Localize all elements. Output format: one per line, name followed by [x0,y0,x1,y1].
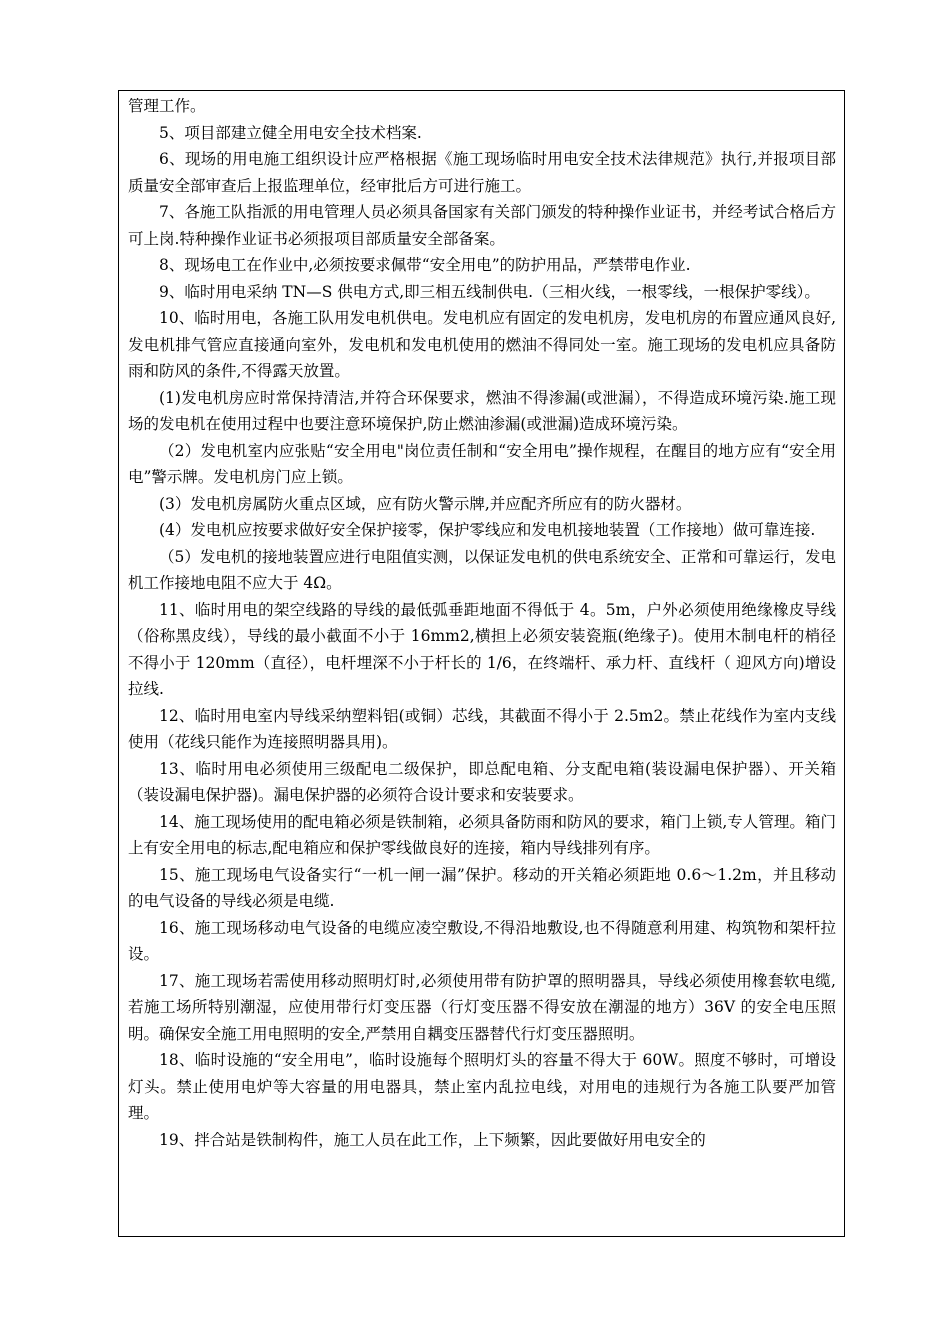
paragraph-subitem-3: (3）发电机房属防火重点区域，应有防火警示牌,并应配齐所应有的防火器材。 [159,494,692,513]
document-frame [118,90,845,1237]
paragraph-subitem-5: （5）发电机的接地装置应进行电阻值实测，以保证发电机的供电系统安全、正常和可靠运行，发电机工作接地电阻不应大于 4Ω。 [128,547,836,592]
paragraph-item-14: 14、施工现场使用的配电箱必须是铁制箱，必须具备防雨和防风的要求，箱门上锁,专人管理。箱门上有安全用电的标志,配电箱应和保护零线做良好的连接，箱内导线排列有序。 [128,812,836,857]
paragraph-item-12: 12、临时用电室内导线采纳塑料铝(或铜）芯线，其截面不得小于 2.5m2。禁止花线作为室内支线使用（花线只能作为连接照明器具用)。 [128,706,836,751]
paragraph-subitem-2: （2）发电机室内应张贴“安全用电"岗位责任制和“安全用电”操作规程，在醒目的地方应有“安全用电”警示牌。发电机房门应上锁。 [128,441,836,486]
paragraph-item-8: 8、现场电工在作业中,必须按要求佩带“安全用电”的防护用品，严禁带电作业. [159,256,691,274]
paragraph-item-16: 16、施工现场移动电气设备的电缆应凌空敷设,不得沿地敷设,也不得随意利用建、构筑物和架杆拉设。 [128,918,836,963]
paragraph-item-10: 10、临时用电，各施工队用发电机供电。发电机应有固定的发电机房，发电机房的布置应通风良好,发电机排气管应直接通向室外，发电机和发电机使用的燃油不得同处一室。施工现场的发电机应具备防雨和防风的条件,不得露天放置。 [128,309,836,380]
paragraph-subitem-4: (4）发电机应按要求做好安全保护接零，保护零线应和发电机接地装置（工作接地）做可靠连接. [159,521,816,539]
paragraph-item-5: 5、项目部建立健全用电安全技术档案. [159,123,422,142]
paragraph-continuation: 管理工作。 [128,97,206,115]
paragraph-item-17: 17、施工现场若需使用移动照明灯时,必须使用带有防护罩的照明器具，导线必须使用橡套软电缆,若施工场所特别潮湿，应使用带行灯变压器（行灯变压器不得安放在潮湿的地方）36V 的安全电压照明。确保安全施工用电照明的安全,严禁用自耦变压器替代行灯变压器照明。 [128,971,836,1043]
paragraph-item-9: 9、临时用电采纳 TN—S 供电方式,即三相五线制供电.（三相火线，一根零线，一根保护零线）。 [159,282,820,301]
paragraph-item-11: 11、临时用电的架空线路的导线的最低弧垂距地面不得低于 4。5m，户外必须使用绝缘橡皮导线（俗称黑皮线），导线的最小截面不小于 16mm2,横担上必须安装瓷瓶(绝缘子)。使用木制电杆的梢径不得小于 120mm（直径），电杆埋深不小于杆长的 1/6，在终端杆、承力杆、直线杆（ 迎风方向)增设拉线. [128,600,836,698]
paragraph-item-15: 15、施工现场电气设备实行“一机一闸一漏”保护。移动的开关箱必须距地 0.6～1.2m，并且移动的电气设备的导线必须是电缆. [128,865,836,910]
paragraph-item-18: 18、临时设施的“安全用电”，临时设施每个照明灯头的容量不得大于 60W。照度不够时，可增设灯头。禁止使用电炉等大容量的用电器具，禁止室内乱拉电线，对用电的违规行为各施工队要严加管理。 [128,1051,836,1122]
document-body [128,93,836,1153]
paragraph-subitem-1: (1)发电机房应时常保持清洁,并符合环保要求，燃油不得渗漏(或泄漏），不得造成环境污染.施工现场的发电机在使用过程中也要注意环境保护,防止燃油渗漏(或泄漏)造成环境污染。 [128,388,836,433]
paragraph-item-19: 19、拌合站是铁制构件，施工人员在此工作，上下频繁，因此要做好用电安全的 [159,1130,706,1149]
paragraph-item-13: 13、临时用电必须使用三级配电二级保护，即总配电箱、分支配电箱(装设漏电保护器）、开关箱（装设漏电保护器)。漏电保护器的必须符合设计要求和安装要求。 [128,759,836,804]
paragraph-item-7: 7、各施工队指派的用电管理人员必须具备国家有关部门颁发的特种操作业证书，并经考试合格后方可上岗.特种操作业证书必须报项目部质量安全部备案。 [128,203,836,248]
paragraph-item-6: 6、现场的用电施工组织设计应严格根据《施工现场临时用电安全技术法律规范》执行,并报项目部质量安全部审查后上报监理单位，经审批后方可进行施工。 [128,150,836,195]
